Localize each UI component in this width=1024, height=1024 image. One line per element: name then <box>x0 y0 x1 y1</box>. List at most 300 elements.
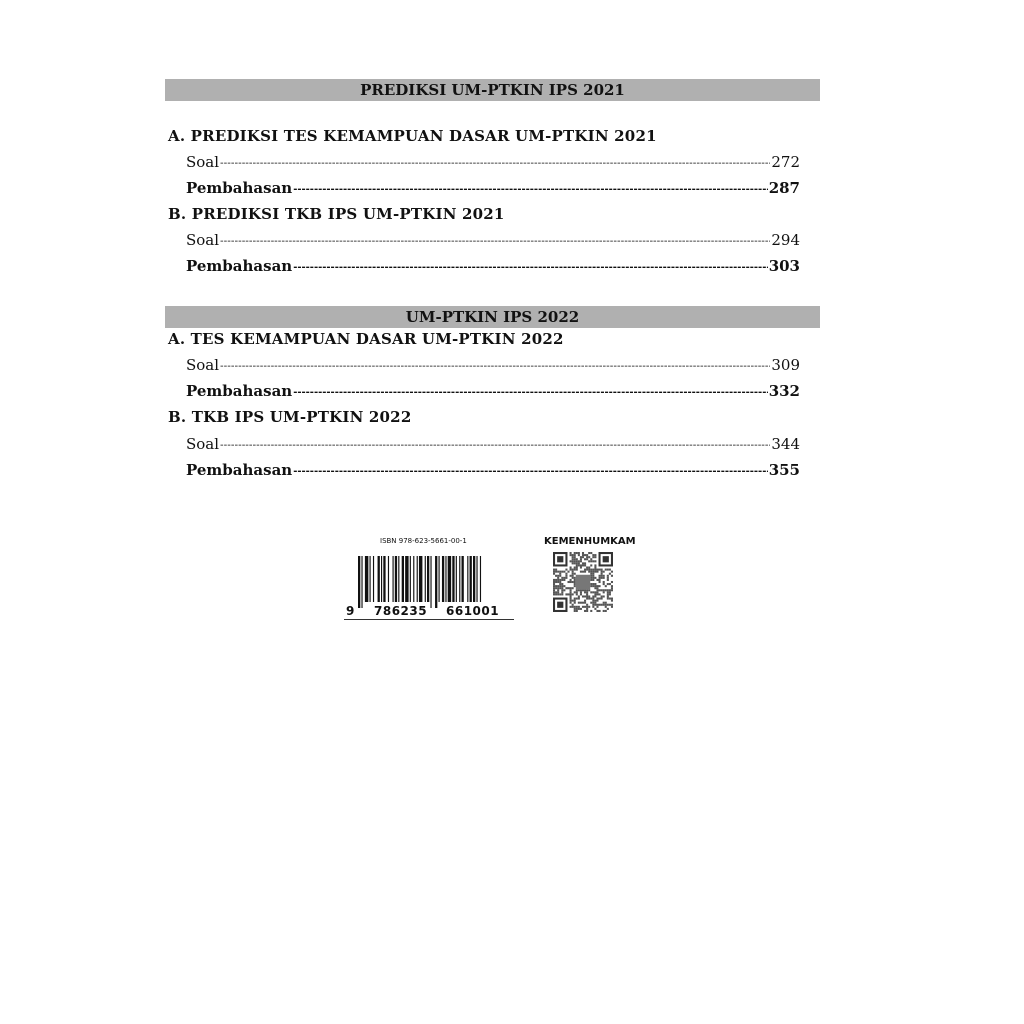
qr-module <box>559 575 561 577</box>
qr-module <box>570 598 572 600</box>
qr-module <box>596 610 598 612</box>
qr-module <box>553 585 555 587</box>
qr-module <box>574 573 576 575</box>
qr-module <box>586 591 588 593</box>
toc-entry-soal-b-2021 <box>186 230 800 250</box>
qr-module <box>588 595 590 597</box>
qr-module <box>599 589 601 591</box>
qr-module <box>582 564 584 566</box>
qr-module <box>605 585 607 587</box>
qr-module <box>570 552 572 554</box>
qr-module <box>574 569 576 571</box>
qr-module <box>590 591 592 593</box>
qr-module <box>559 573 561 575</box>
qr-module <box>594 583 596 585</box>
qr-module <box>605 569 607 571</box>
qr-module <box>584 600 586 602</box>
qr-module <box>599 569 601 571</box>
qr-module <box>603 581 605 583</box>
qr-module <box>586 610 588 612</box>
qr-module <box>561 591 563 593</box>
qr-module <box>553 571 555 573</box>
qr-module <box>596 591 598 593</box>
qr-module <box>574 598 576 600</box>
qr-module <box>553 593 555 595</box>
dot-leader <box>220 232 770 252</box>
barcode-bar <box>381 556 382 602</box>
barcode-bar <box>425 556 426 602</box>
qr-module <box>555 593 557 595</box>
qr-module <box>590 573 592 575</box>
qr-module <box>596 585 598 587</box>
barcode-bar <box>365 556 368 602</box>
qr-module <box>582 571 584 573</box>
qr-module <box>574 558 576 560</box>
qr-module <box>555 571 557 573</box>
qr-label: KEMENHUMKAM <box>544 536 636 547</box>
qr-module <box>555 569 557 571</box>
qr-module <box>572 573 574 575</box>
qr-module <box>605 610 607 612</box>
qr-module <box>574 585 576 587</box>
toc-entry-pembahasan-b-2022 <box>186 460 800 480</box>
qr-module <box>596 593 598 595</box>
qr-module <box>588 569 590 571</box>
qr-module <box>570 606 572 608</box>
qr-module <box>594 556 596 558</box>
qr-module <box>603 602 605 604</box>
qr-module <box>596 587 598 589</box>
qr-module <box>561 585 563 587</box>
toc-entry-label: Soal <box>186 356 220 374</box>
qr-module <box>570 560 572 562</box>
qr-module <box>586 606 588 608</box>
dot-leader <box>220 436 770 456</box>
barcode-bar <box>442 556 444 602</box>
toc-entry-soal-a-2021 <box>186 152 800 172</box>
qr-module <box>603 571 605 573</box>
toc-entry-pembahasan-a-2021 <box>186 178 800 198</box>
qr-module <box>607 589 609 591</box>
barcode-digits-left: 786235 <box>374 604 428 618</box>
qr-module <box>611 606 613 608</box>
toc-page-number: 303 <box>768 257 800 275</box>
qr-finder <box>557 602 563 608</box>
barcode-bar <box>405 556 408 602</box>
qr-module <box>592 600 594 602</box>
section-band-2022: UM-PTKIN IPS 2022 <box>165 306 820 328</box>
barcode-bar <box>470 556 472 602</box>
qr-module <box>572 560 574 562</box>
barcode-bar <box>388 556 389 602</box>
qr-module <box>596 598 598 600</box>
toc-page-number: 272 <box>771 153 800 171</box>
dot-leader <box>220 357 770 377</box>
toc-page-number: 309 <box>771 356 800 374</box>
qr-module <box>611 581 613 583</box>
qr-module <box>578 562 580 564</box>
qr-module <box>555 585 557 587</box>
qr-module <box>580 589 582 591</box>
qr-module <box>592 575 594 577</box>
qr-module <box>603 583 605 585</box>
qr-module <box>601 598 603 600</box>
qr-module <box>599 598 601 600</box>
qr-module <box>590 598 592 600</box>
qr-module <box>582 589 584 591</box>
barcode-digits-right: 661001 <box>446 604 500 618</box>
barcode-bar <box>417 556 418 602</box>
barcode-bar <box>435 556 437 608</box>
qr-module <box>570 581 572 583</box>
barcode-bar <box>398 556 399 602</box>
qr-module <box>607 575 609 577</box>
qr-module <box>590 610 592 612</box>
section-title-a-2021: A. PREDIKSI TES KEMAMPUAN DASAR UM-PTKIN 2021 <box>168 127 657 145</box>
qr-module <box>557 589 559 591</box>
toc-entry-label: Soal <box>186 153 220 171</box>
qr-module <box>607 577 609 579</box>
qr-module <box>561 571 563 573</box>
qr-code-icon <box>553 552 613 612</box>
qr-module <box>574 600 576 602</box>
qr-module <box>609 598 611 600</box>
qr-module <box>576 606 578 608</box>
qr-module <box>574 577 576 579</box>
qr-module <box>584 595 586 597</box>
qr-module <box>603 577 605 579</box>
toc-page-number: 344 <box>771 435 800 453</box>
qr-module <box>611 575 613 577</box>
qr-module <box>578 564 580 566</box>
barcode-bar <box>448 556 451 602</box>
qr-module <box>607 579 609 581</box>
toc-entry-label: Soal <box>186 435 220 453</box>
qr-module <box>563 579 565 581</box>
qr-module <box>594 600 596 602</box>
qr-module <box>559 587 561 589</box>
qr-module <box>557 587 559 589</box>
qr-module <box>565 569 567 571</box>
dot-leader <box>293 258 767 278</box>
qr-module <box>596 589 598 591</box>
qr-module <box>594 554 596 556</box>
qr-module <box>559 583 561 585</box>
qr-module <box>601 589 603 591</box>
qr-module <box>584 558 586 560</box>
qr-module <box>582 554 584 556</box>
qr-module <box>605 589 607 591</box>
qr-module <box>592 595 594 597</box>
qr-module <box>609 569 611 571</box>
qr-module <box>576 566 578 568</box>
qr-module <box>561 579 563 581</box>
qr-module <box>592 585 594 587</box>
qr-module <box>588 552 590 554</box>
qr-module <box>588 560 590 562</box>
qr-module <box>555 575 557 577</box>
qr-module <box>563 577 565 579</box>
qr-module <box>582 552 584 554</box>
qr-module <box>594 564 596 566</box>
qr-module <box>607 595 609 597</box>
qr-module <box>586 593 588 595</box>
qr-module <box>559 593 561 595</box>
qr-module <box>582 602 584 604</box>
barcode-bar <box>427 556 429 602</box>
qr-module <box>596 604 598 606</box>
qr-module <box>572 554 574 556</box>
qr-module <box>601 569 603 571</box>
qr-module <box>607 604 609 606</box>
qr-module <box>592 604 594 606</box>
qr-module <box>574 608 576 610</box>
qr-module <box>572 558 574 560</box>
qr-module <box>594 608 596 610</box>
qr-module <box>586 554 588 556</box>
qr-module <box>605 606 607 608</box>
qr-module <box>586 608 588 610</box>
barcode-bar <box>395 556 397 602</box>
qr-module <box>590 569 592 571</box>
section-band-prediksi-2021: PREDIKSI UM-PTKIN IPS 2021 <box>165 79 820 101</box>
qr-module <box>592 577 594 579</box>
qr-module <box>574 581 576 583</box>
qr-module <box>592 606 594 608</box>
qr-module <box>586 556 588 558</box>
qr-module <box>590 575 592 577</box>
qr-module <box>607 598 609 600</box>
qr-module <box>572 569 574 571</box>
qr-module <box>561 587 563 589</box>
toc-entry-label: Pembahasan <box>186 179 293 197</box>
barcode-bar <box>383 556 385 602</box>
qr-module <box>574 591 576 593</box>
qr-module <box>561 583 563 585</box>
barcode-bar <box>361 556 362 608</box>
qr-module <box>578 602 580 604</box>
qr-module <box>607 569 609 571</box>
qr-module <box>553 569 555 571</box>
qr-module <box>601 571 603 573</box>
qr-module <box>596 600 598 602</box>
qr-module <box>599 575 601 577</box>
qr-module <box>553 591 555 593</box>
qr-module <box>588 606 590 608</box>
dot-leader <box>293 180 767 200</box>
qr-module <box>570 589 572 591</box>
qr-module <box>599 593 601 595</box>
qr-module <box>590 560 592 562</box>
qr-module <box>582 556 584 558</box>
qr-module <box>557 593 559 595</box>
qr-module <box>561 577 563 579</box>
qr-module <box>590 583 592 585</box>
toc-entry-pembahasan-b-2021 <box>186 256 800 276</box>
qr-module <box>555 587 557 589</box>
qr-module <box>576 560 578 562</box>
qr-module <box>603 604 605 606</box>
qr-module <box>588 556 590 558</box>
qr-module <box>592 560 594 562</box>
qr-module <box>580 558 582 560</box>
qr-module <box>582 562 584 564</box>
qr-module <box>601 577 603 579</box>
qr-module <box>557 577 559 579</box>
qr-module <box>576 589 578 591</box>
qr-module <box>588 571 590 573</box>
qr-module <box>586 569 588 571</box>
qr-module <box>596 571 598 573</box>
qr-module <box>567 587 569 589</box>
qr-module <box>601 604 603 606</box>
qr-module <box>578 589 580 591</box>
qr-module <box>594 560 596 562</box>
qr-module <box>592 569 594 571</box>
qr-module <box>572 606 574 608</box>
qr-module <box>592 598 594 600</box>
section-title-b-2022: B. TKB IPS UM-PTKIN 2022 <box>168 408 412 426</box>
qr-module <box>576 608 578 610</box>
qr-module <box>574 602 576 604</box>
qr-module <box>572 571 574 573</box>
qr-module <box>574 562 576 564</box>
qr-module <box>565 573 567 575</box>
qr-module <box>574 560 576 562</box>
qr-module <box>603 610 605 612</box>
toc-entry-soal-b-2022 <box>186 434 800 454</box>
qr-module <box>559 579 561 581</box>
toc-page-number: 332 <box>768 382 800 400</box>
qr-module <box>590 564 592 566</box>
qr-module <box>563 589 565 591</box>
qr-module <box>555 579 557 581</box>
qr-module <box>570 587 572 589</box>
qr-module <box>580 556 582 558</box>
qr-module <box>609 593 611 595</box>
barcode-bar <box>419 556 422 602</box>
qr-module <box>599 585 601 587</box>
qr-module <box>592 556 594 558</box>
qr-module <box>578 552 580 554</box>
qr-module <box>553 573 555 575</box>
qr-module <box>570 554 572 556</box>
barcode-bar <box>373 556 374 602</box>
qr-module <box>599 610 601 612</box>
toc-entry-label: Pembahasan <box>186 461 293 479</box>
barcode-bar <box>370 556 371 602</box>
qr-module <box>607 583 609 585</box>
qr-module <box>596 606 598 608</box>
qr-module <box>576 591 578 593</box>
qr-center-logo <box>576 575 590 589</box>
qr-module <box>561 589 563 591</box>
qr-module <box>590 552 592 554</box>
qr-finder <box>603 556 609 562</box>
qr-module <box>584 564 586 566</box>
dot-leader <box>293 462 767 482</box>
qr-module <box>586 566 588 568</box>
qr-module <box>553 589 555 591</box>
qr-module <box>599 577 601 579</box>
qr-module <box>574 556 576 558</box>
qr-module <box>611 571 613 573</box>
qr-module <box>578 560 580 562</box>
qr-module <box>572 562 574 564</box>
qr-module <box>594 595 596 597</box>
qr-module <box>578 595 580 597</box>
toc-entry-pembahasan-a-2022 <box>186 381 800 401</box>
qr-module <box>578 608 580 610</box>
barcode-bar <box>459 556 460 602</box>
qr-module <box>605 602 607 604</box>
qr-module <box>584 606 586 608</box>
qr-module <box>584 589 586 591</box>
qr-module <box>553 581 555 583</box>
qr-module <box>594 571 596 573</box>
qr-module <box>580 564 582 566</box>
toc-entry-label: Soal <box>186 231 220 249</box>
qr-module <box>609 589 611 591</box>
qr-module <box>570 575 572 577</box>
qr-module <box>553 579 555 581</box>
qr-module <box>582 595 584 597</box>
qr-module <box>553 587 555 589</box>
qr-module <box>611 585 613 587</box>
qr-module <box>574 552 576 554</box>
barcode-digit-first: 9 <box>346 604 355 618</box>
qr-module <box>586 558 588 560</box>
qr-module <box>592 579 594 581</box>
qr-module <box>592 602 594 604</box>
toc-entry-soal-a-2022 <box>186 355 800 375</box>
qr-module <box>565 577 567 579</box>
toc-entry-label: Pembahasan <box>186 257 293 275</box>
barcode-bar <box>456 556 457 602</box>
qr-module <box>611 604 613 606</box>
barcode-bar <box>445 556 446 602</box>
qr-module <box>594 566 596 568</box>
barcode-bar <box>476 556 477 602</box>
qr-module <box>586 604 588 606</box>
qr-module <box>574 554 576 556</box>
qr-module <box>590 558 592 560</box>
qr-module <box>572 577 574 579</box>
qr-module <box>588 589 590 591</box>
barcode-bar <box>378 556 380 602</box>
qr-module <box>590 571 592 573</box>
qr-module <box>588 566 590 568</box>
qr-module <box>599 579 601 581</box>
qr-module <box>611 598 613 600</box>
qr-module <box>561 593 563 595</box>
qr-module <box>584 571 586 573</box>
qr-module <box>567 593 569 595</box>
qr-module <box>596 579 598 581</box>
qr-module <box>576 598 578 600</box>
qr-module <box>574 610 576 612</box>
toc-page-number: 294 <box>771 231 800 249</box>
qr-module <box>557 591 559 593</box>
barcode-bar <box>452 556 454 602</box>
qr-module <box>601 575 603 577</box>
qr-module <box>572 593 574 595</box>
qr-module <box>592 583 594 585</box>
qr-module <box>580 608 582 610</box>
qr-module <box>580 591 582 593</box>
qr-module <box>555 581 557 583</box>
isbn-barcode-icon <box>344 556 514 608</box>
